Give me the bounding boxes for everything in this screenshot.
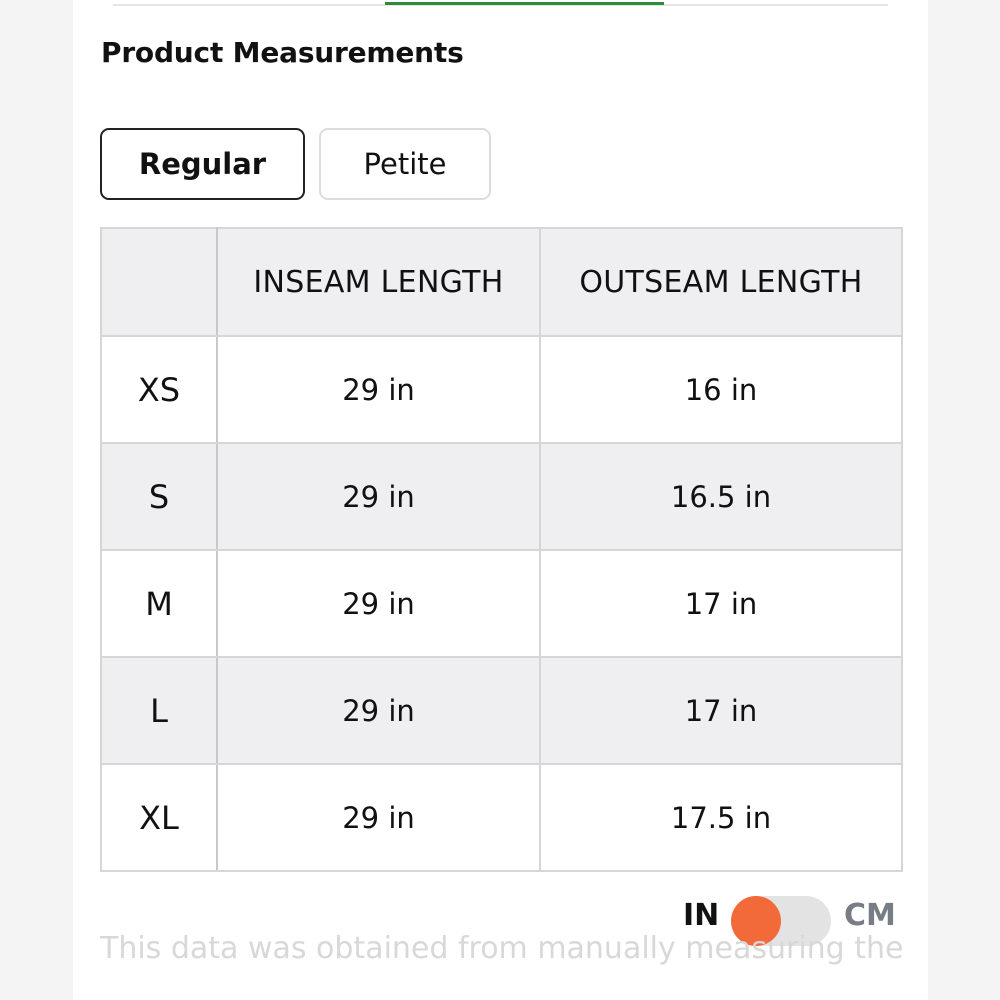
inseam-cell: 29 in — [217, 336, 540, 443]
fit-tab-petite[interactable]: Petite — [319, 128, 491, 200]
column-header-size — [101, 228, 217, 336]
outseam-cell: 16.5 in — [540, 443, 902, 550]
section-title: Product Measurements — [101, 36, 464, 69]
table-row — [101, 336, 902, 443]
unit-label-in[interactable]: IN — [683, 898, 720, 933]
active-tab-indicator — [385, 2, 664, 5]
size-cell: XL — [101, 764, 217, 871]
inseam-cell: 29 in — [217, 764, 540, 871]
table-row — [101, 550, 902, 657]
measurement-disclaimer — [100, 931, 904, 1000]
table-header-row — [101, 228, 902, 336]
size-cell: XS — [101, 336, 217, 443]
fit-tab-regular[interactable]: Regular — [100, 128, 305, 200]
size-cell: M — [101, 550, 217, 657]
unit-label-cm[interactable]: CM — [844, 898, 896, 933]
column-header-outseam: OUTSEAM LENGTH — [540, 228, 902, 336]
column-header-inseam: INSEAM LENGTH — [217, 228, 540, 336]
size-cell: S — [101, 443, 217, 550]
table-row — [101, 443, 902, 550]
outseam-cell: 17 in — [540, 550, 902, 657]
inseam-cell: 29 in — [217, 657, 540, 764]
size-chart-table — [100, 227, 903, 872]
outseam-cell: 17 in — [540, 657, 902, 764]
table-row — [101, 657, 902, 764]
outseam-cell: 16 in — [540, 336, 902, 443]
measurement-disclaimer-text: This data was obtained from manually measuring the — [100, 931, 904, 966]
outseam-cell: 17.5 in — [540, 764, 902, 871]
inseam-cell: 29 in — [217, 443, 540, 550]
inseam-cell: 29 in — [217, 550, 540, 657]
table-row — [101, 764, 902, 871]
size-cell: L — [101, 657, 217, 764]
